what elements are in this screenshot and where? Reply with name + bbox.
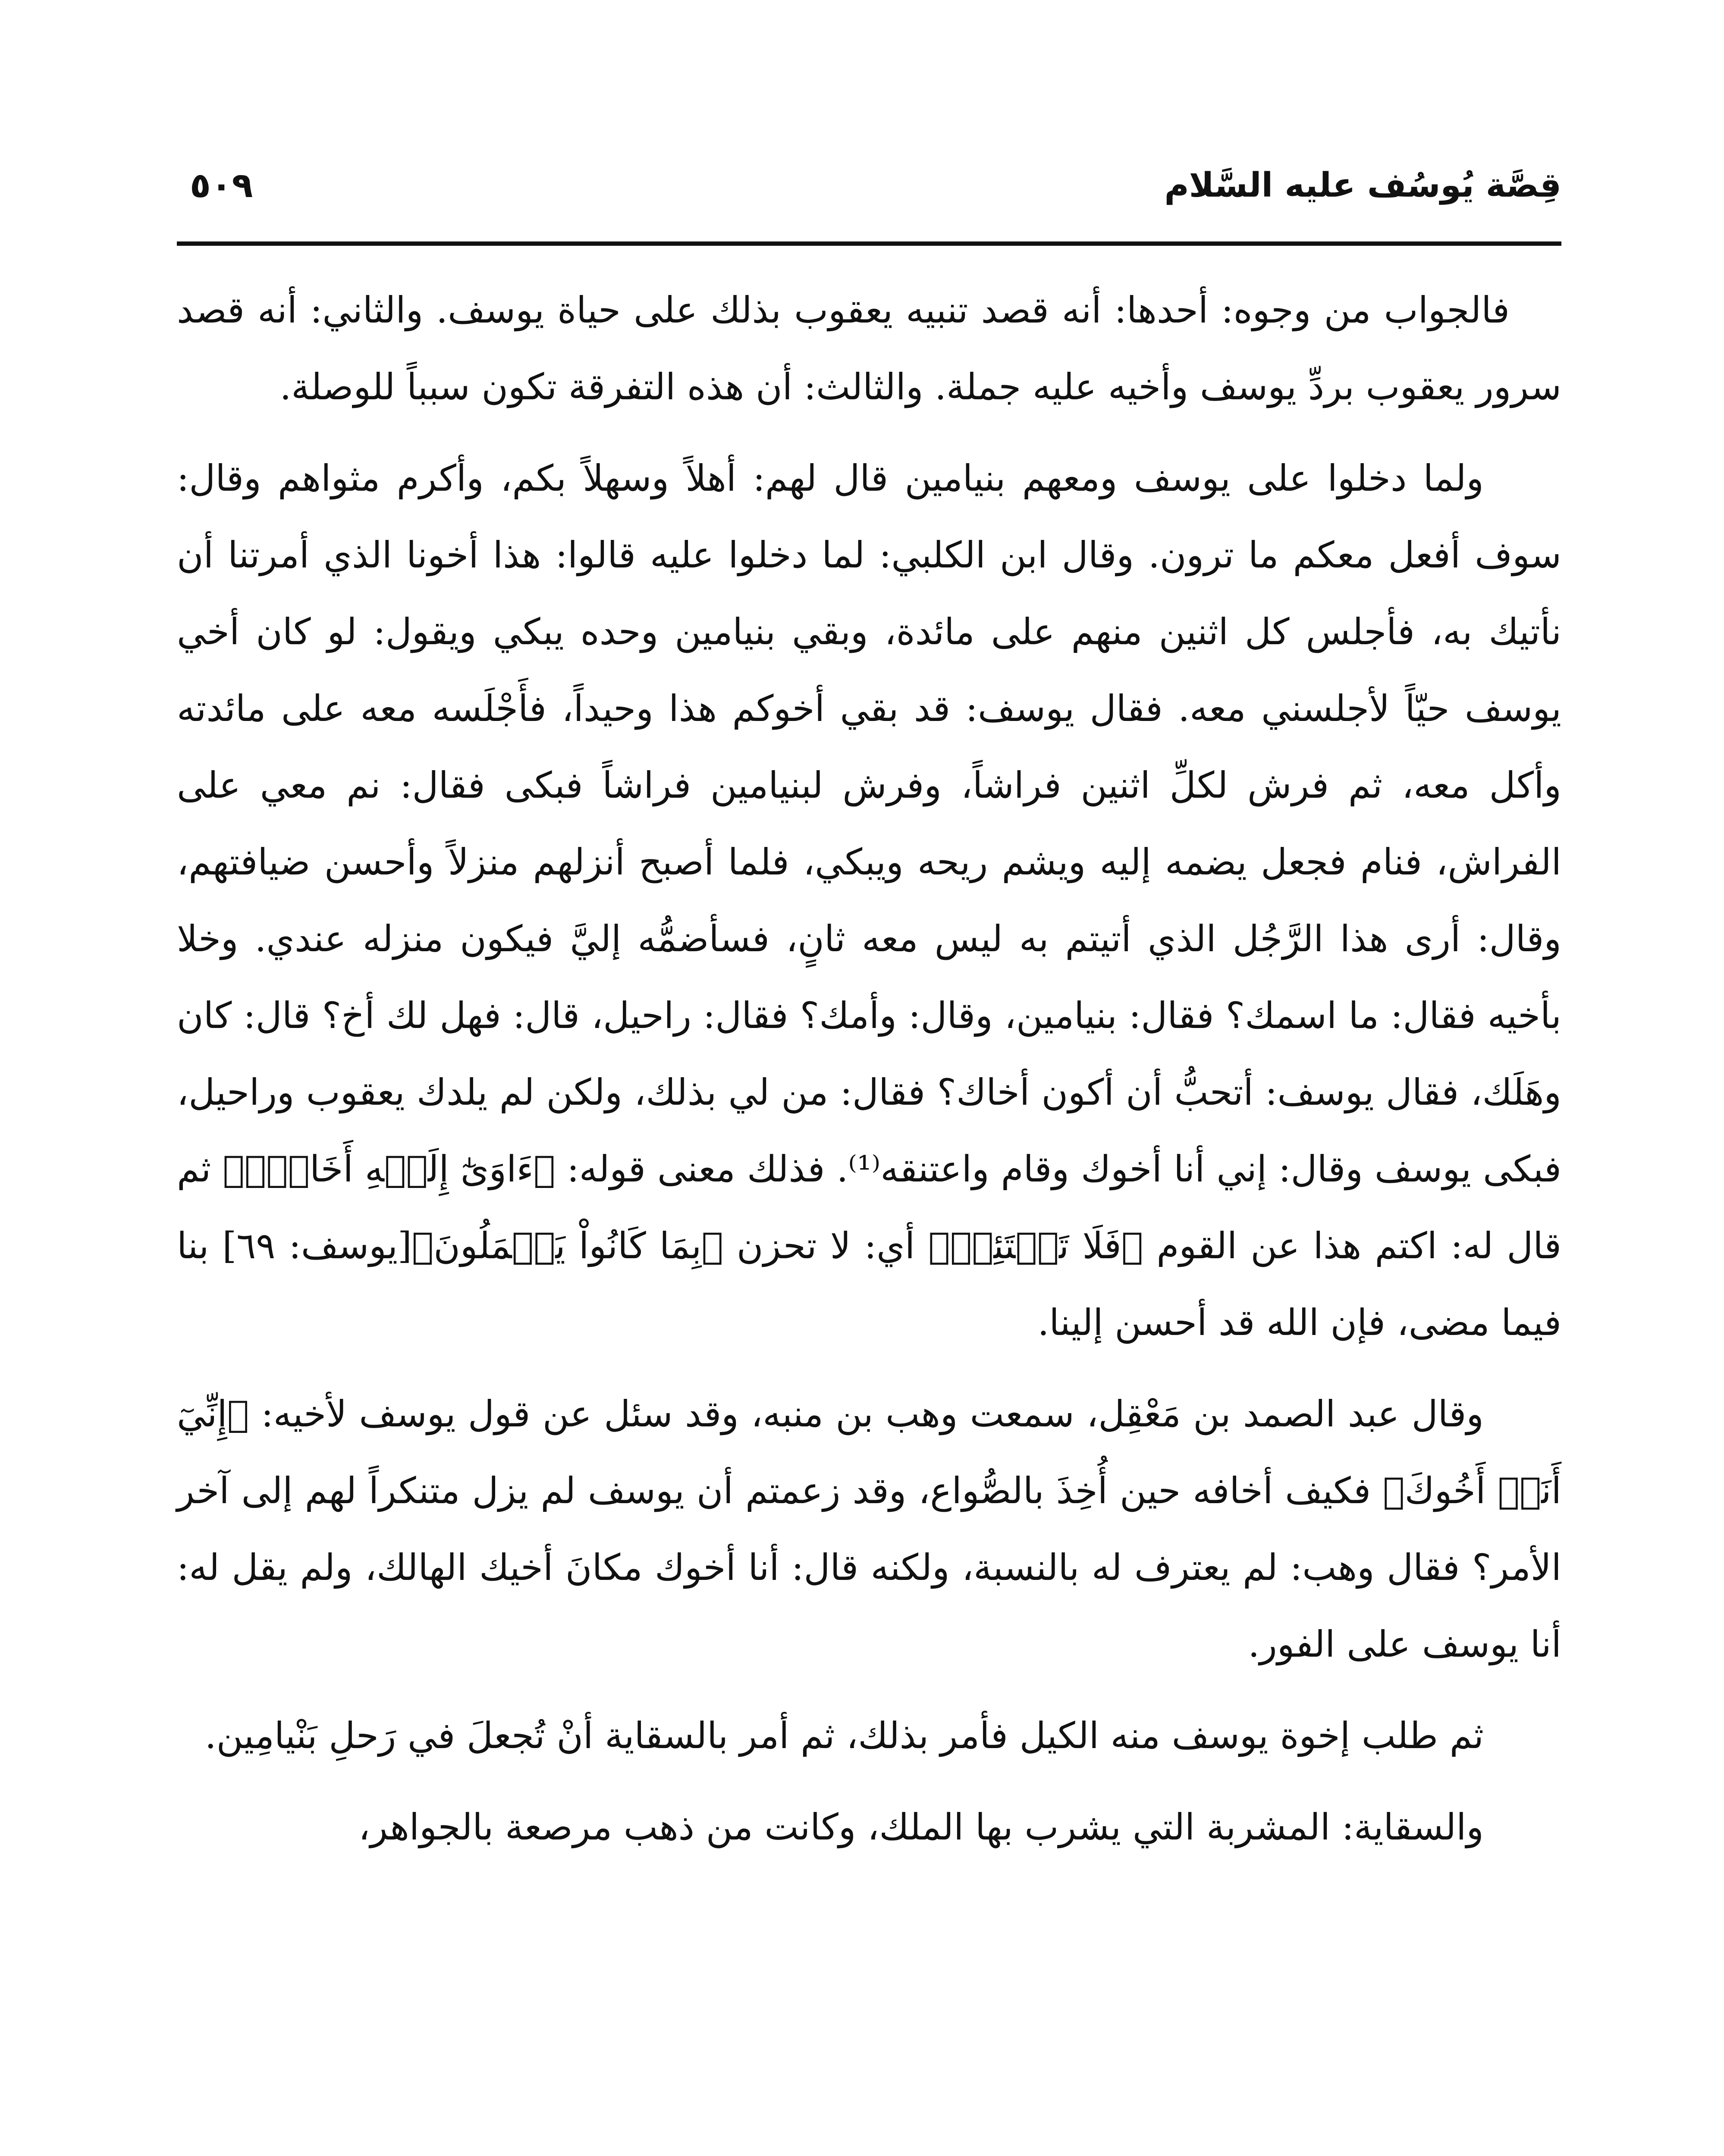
paragraph: ولما دخلوا على يوسف ومعهم بنيامين قال لهم: أهلاً وسهلاً بكم، وأكرم مثواهم وقال: سوف أفعل معكم ما ترون. وقال ابن الكلبي: لما دخلوا عليه قالوا: هذا أخونا الذي أمرتنا أن نأتيك به، فأجلس كل اثنين منهم على مائدة، وبقي بنيامين وحده يبكي ويقول: لو كان أخي يوسف حيّاً لأجلسني معه. فقال يوسف: قد بقي أخوكم هذا وحيداً، فأَجْلَسه معه على مائدته وأكل معه، ثم فرش لكلِّ اثنين فراشاً، وفرش لبنيامين فراشاً فبكى فقال: نم معي على الفراش، فنام فجعل يضمه إليه ويشم ريحه ويبكي، فلما أصبح أنزلهم منزلاً وأحسن ضيافتهم، وقال: أرى هذا الرَّجُل الذي أتيتم به ليس معه ثانٍ، فسأضمُّه إليَّ فيكون منزله عندي. وخلا بأخيه فقال: ما اسمك؟ فقال: بنيامين، وقال: وأمك؟ فقال: راحيل، قال: فهل لك أخ؟ قال: كان وهَلَك، فقال يوسف: أتحبُّ أن أكون أخاك؟ فقال: من لي بذلك، ولكن لم يلدك يعقوب وراحيل، فبكى يوسف وقال: إني أنا أخوك وقام واعتنقه⁽¹⁾. فذلك معنى قوله: ﴿ءَاوَىٰٓ إِلَيۡهِ أَخَاهُۖ﴾ ثم قال له: اكتم هذا عن القوم ﴿فَلَا تَبۡتَئِسۡ﴾ أي: لا تحزن ﴿بِمَا كَانُواْ يَعۡمَلُونَ﴾[يوسف: ٦٩] بنا فيما مضى، فإن الله قد أحسن إلينا. [177,457,1562,1344]
header-divider [177,241,1561,246]
page-number: ٥٠٩ [190,165,253,205]
paragraph: وقال عبد الصمد بن مَعْقِل، سمعت وهب بن منبه، وقد سئل عن قول يوسف لأخيه: ﴿إِنِّيٓ أَنَا۠ أَخُوكَ﴾ فكيف أخافه حين أُخِذَ بالصُّواع، وقد زعمتم أن يوسف لم يزل متنكراً لهم إلى آخر الأمر؟ فقال وهب: لم يعترف له بالنسبة، ولكنه قال: أنا أخوك مكانَ أخيك الهالك، ولم يقل له: أنا يوسف على الفور. [177,1393,1561,1665]
main-text [177,272,1561,1880]
paragraph: ثم طلب إخوة يوسف منه الكيل فأمر بذلك، ثم أمر بالسقاية أنْ تُجعلَ في رَحلِ بَنْيامِين. [204,1714,1484,1757]
paragraph: فالجواب من وجوه: أحدها: أنه قصد تنبيه يعقوب بذلك على حياة يوسف. والثاني: أنه قصد سرور يعقوب بردِّ يوسف وأخيه عليه جملة. والثالث: أن هذه التفرقة تكون سبباً للوصلة. [177,289,1561,408]
page-header [190,155,1561,220]
running-title: قِصَّة يُوسُف عليه السَّلام [1164,166,1561,205]
paragraph: والسقاية: المشربة التي يشرب بها الملك، وكانت من ذهب مرصعة بالجواهر، [358,1806,1484,1848]
